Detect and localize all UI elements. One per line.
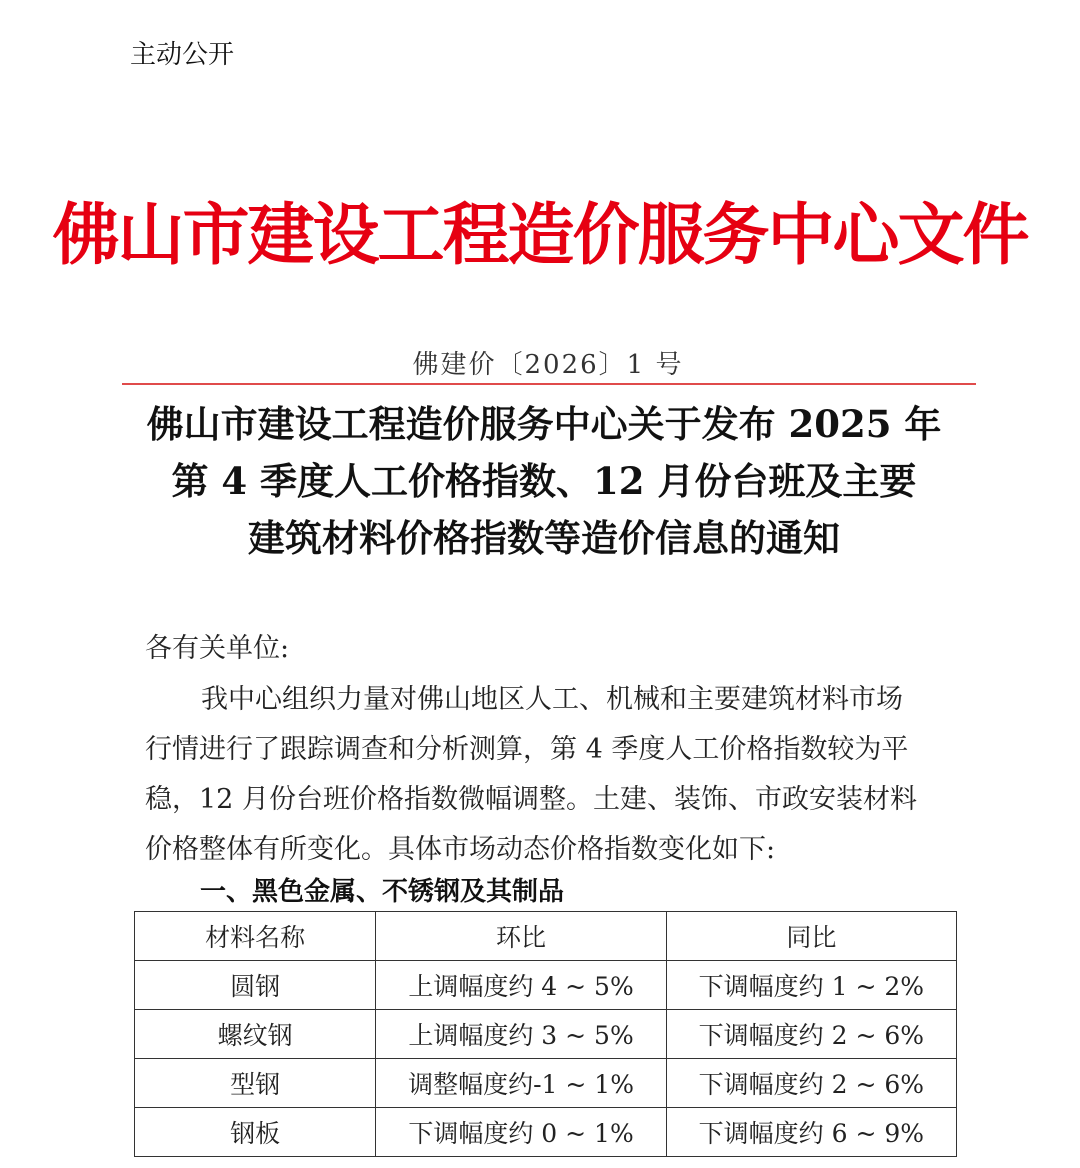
material-name-cell: 钢板: [135, 1108, 376, 1157]
body-line: 价格整体有所变化。具体市场动态价格指数变化如下:: [145, 834, 776, 865]
salutation: 各有关单位:: [145, 633, 290, 664]
title-line: 佛山市建设工程造价服务中心关于发布 2025 年: [146, 402, 942, 446]
document-title: [0, 396, 1080, 567]
material-name-cell: 型钢: [135, 1059, 376, 1108]
mom-change-cell: 上调幅度约 3 ~ 5%: [376, 1010, 666, 1059]
title-line: 建筑材料价格指数等造价信息的通知: [248, 516, 840, 560]
table-row: [135, 1059, 957, 1108]
table-row: [135, 961, 957, 1010]
org-file-header: 佛山市建设工程造价服务中心文件: [52, 195, 1028, 274]
yoy-change-cell: 下调幅度约 6 ~ 9%: [666, 1108, 956, 1157]
table-row: [135, 1108, 957, 1157]
mom-change-cell: 调整幅度约-1 ~ 1%: [376, 1059, 666, 1108]
section-heading: 一、黑色金属、不锈钢及其制品: [200, 877, 565, 907]
material-name-cell: 圆钢: [135, 961, 376, 1010]
body-line: 稳，12 月份台班价格指数微幅调整。土建、装饰、市政安装材料: [145, 784, 917, 815]
yoy-change-cell: 下调幅度约 2 ~ 6%: [666, 1059, 956, 1108]
mom-change-cell: 上调幅度约 4 ~ 5%: [376, 961, 666, 1010]
disclosure-label: 主动公开: [130, 40, 235, 70]
price-change-table: [134, 911, 957, 1157]
table-header-row: [135, 912, 957, 961]
column-header-mom: 环比: [376, 912, 666, 961]
body-paragraph: [145, 675, 945, 875]
table-row: [135, 1010, 957, 1059]
header-divider: [122, 383, 976, 385]
mom-change-cell: 下调幅度约 0 ~ 1%: [376, 1108, 666, 1157]
document-number: 佛建价〔2026〕1 号: [412, 350, 684, 380]
yoy-change-cell: 下调幅度约 1 ~ 2%: [666, 961, 956, 1010]
yoy-change-cell: 下调幅度约 2 ~ 6%: [666, 1010, 956, 1059]
body-line: 我中心组织力量对佛山地区人工、机械和主要建筑材料市场: [201, 684, 903, 715]
title-line: 第 4 季度人工价格指数、12 月份台班及主要: [171, 459, 917, 503]
material-name-cell: 螺纹钢: [135, 1010, 376, 1059]
column-header-material: 材料名称: [135, 912, 376, 961]
body-line: 行情进行了跟踪调查和分析测算，第 4 季度人工价格指数较为平: [145, 734, 909, 765]
column-header-yoy: 同比: [666, 912, 956, 961]
